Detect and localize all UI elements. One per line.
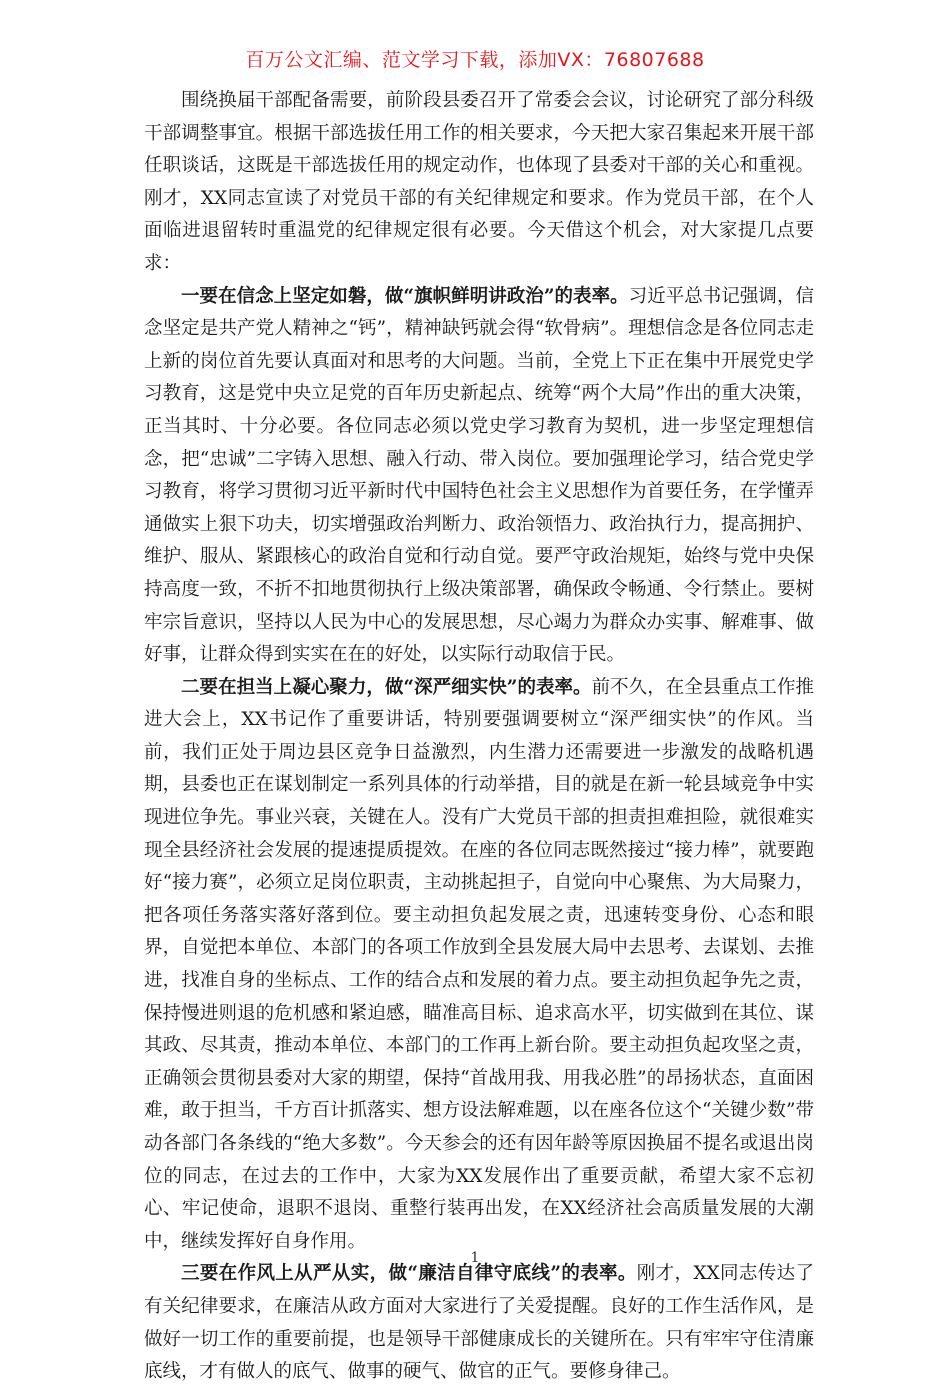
paragraph-point-2 [144, 672, 814, 1259]
paragraph-lead: 一要在信念上坚定如磐，做“旗帜鲜明讲政治”的表率。 [181, 285, 629, 307]
paragraph-text: 习近平总书记强调，信念坚定是共产党人精神之“钙”，精神缺钙就会得“软骨病”。理想信念是各位同志走上新的岗位首先要认真面对和思考的大问题。当前，全党上下正在集中开展党史学习教育，这是党中央立足党的百年历史新起点、统筹“两个大局”作出的重大决策，正当其时、十分必要。各位同志必须以党史学习教育为契机，进一步坚定理想信念，把“忠诚”二字铸入思想、融入行动、带入岗位。要加强理论学习，结合党史学习教育，将学习贯彻习近平新时代中国特色社会主义思想作为首要任务，在学懂弄通做实上狠下功夫，切实增强政治判断力、政治领悟力、政治执行力，提高拥护、维护、服从、紧跟核心的政治自觉和行动自觉。要严守政治规矩，始终与党中央保持高度一致，不折不扣地贯彻执行上级决策部署，确保政令畅通、令行禁止。要树牢宗旨意识，坚持以人民为中心的发展思想，尽心竭力为群众办实事、解难事、做好事，让群众得到实实在在的好处，以实际行动取信于民。 [144, 285, 814, 666]
page-number: 1 [470, 1250, 480, 1266]
paragraph-point-3 [144, 1258, 814, 1388]
paragraph-lead: 三要在作风上从严从实，做“廉洁自律守底线”的表率。 [181, 1263, 637, 1285]
header-banner: 百万公文汇编、范文学习下载，添加VX：76807688 [245, 49, 705, 71]
paragraph-text: 刚才，XX同志传达了有关纪律要求，在廉洁从政方面对大家进行了关爱提醒。良好的工作生活作风，是做好一切工作的重要前提，也是领导干部健康成长的关键所在。只有牢牢守住清廉底线，才有做人的底气、做事的硬气、做官的正气。要修身律己。 [144, 1263, 814, 1383]
paragraph-point-1 [144, 281, 814, 672]
paragraph-text: 前不久，在全县重点工作推进大会上，XX书记作了重要讲话，特别要强调要树立“深严细实快”的作风。当前，我们正处于周边县区竞争日益激烈，内生潜力还需要进一步激发的战略机遇期，县委也正在谋划制定一系列具体的行动举措，目的就是在新一轮县域竞争中实现进位争先。事业兴衰，关键在人。没有广大党员干部的担责担难担险，就很难实现全县经济社会发展的提速提质提效。在座的各位同志既然接过“接力棒”，就要跑好“接力赛”，必须立足岗位职责，主动挑起担子，自觉向中心聚焦、为大局聚力，把各项任务落实落好落到位。要主动担负起发展之责，迅速转变身份、心态和眼界，自觉把本单位、本部门的各项工作放到全县发展大局中去思考、去谋划、去推进，找准自身的坐标点、工作的结合点和发展的着力点。要主动担负起争先之责，保持慢进则退的危机感和紧迫感，瞄准高目标、追求高水平，切实做到在其位、谋其政、尽其责，推动本单位、本部门的工作再上新台阶。要主动担负起攻坚之责，正确领会贯彻县委对大家的期望，保持“首战用我、用我必胜”的昂扬状态，直面困难，敢于担当，千方百计抓落实、想方设法解难题，以在座各位这个“关键少数”带动各部门各条线的“绝大多数”。今天参会的还有因年龄等原因换届不提名或退出岗位的同志，在过去的工作中，大家为XX发展作出了重要贡献，希望大家不忘初心、牢记使命，退职不退岗、重整行装再出发，在XX经济社会高质量发展的大潮中，继续发挥好自身作用。 [144, 676, 814, 1252]
paragraph-lead: 二要在担当上凝心聚力，做“深严细实快”的表率。 [181, 676, 592, 698]
document-body [144, 85, 814, 1389]
paragraph-text: 围绕换届干部配备需要，前阶段县委召开了常委会会议，讨论研究了部分科级干部调整事宜。根据干部选拔任用工作的相关要求，今天把大家召集起来开展干部任职谈话，这既是干部选拔任用的规定动作，也体现了县委对干部的关心和重视。刚才，XX同志宣读了对党员干部的有关纪律规定和要求。作为党员干部，在个人面临进退留转时重温党的纪律规定很有必要。今天借这个机会，对大家提几点要求： [144, 90, 814, 274]
paragraph-intro [144, 85, 814, 281]
